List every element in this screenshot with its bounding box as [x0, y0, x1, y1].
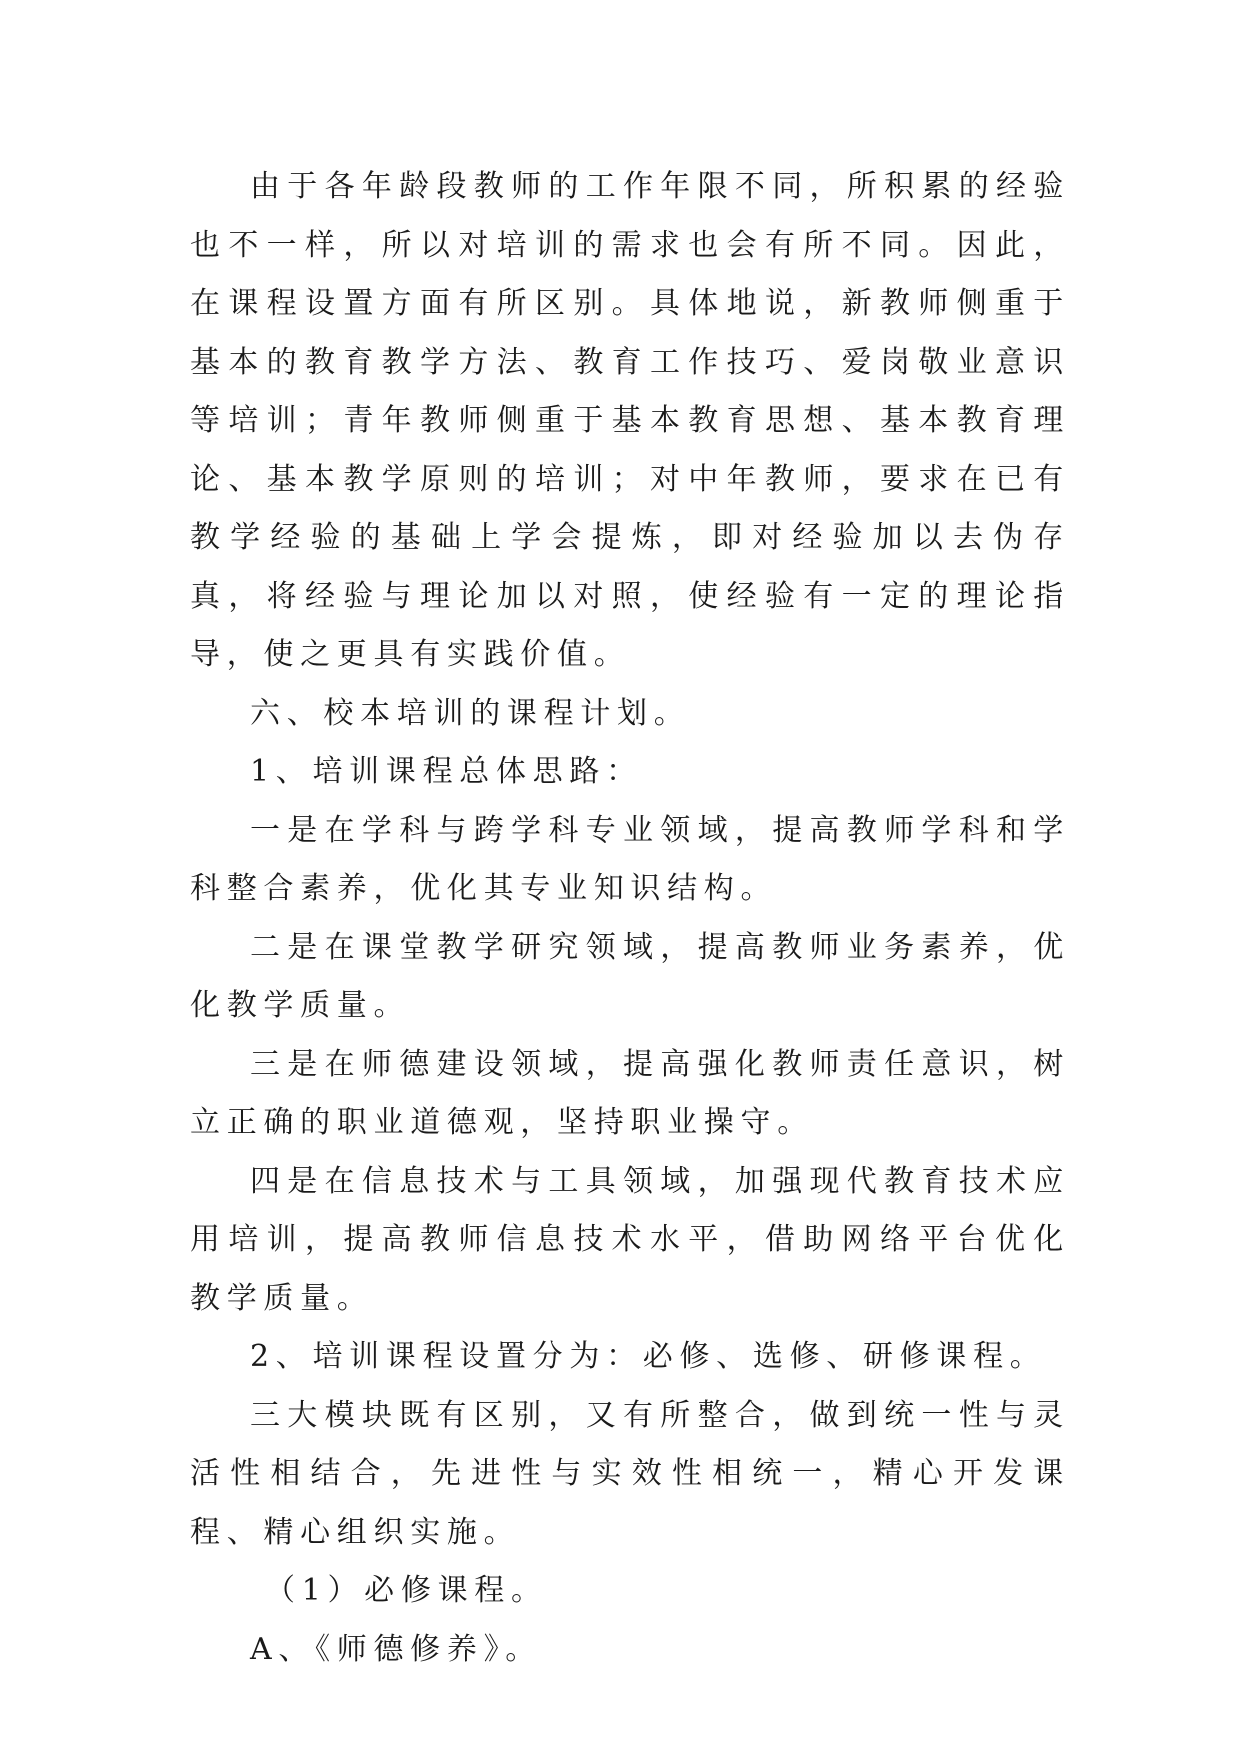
paragraph-point-four: 四是在信息技术与工具领域，加强现代教育技术应用培训，提高教师信息技术水平，借助网络平台优化教学质量。	[190, 1163, 1070, 1316]
item-ethics-course: A、《师德修养》。	[250, 1631, 542, 1667]
paragraph-age-differences: 由于各年龄段教师的工作年限不同，所积累的经验也不一样，所以对培训的需求也会有所不同。因此，在课程设置方面有所区别。具体地说，新教师侧重于基本的教育教学方法、教育工作技巧、爱岗敬业意识等培训；青年教师侧重于基本教育思想、基本教育理论、基本教学原则的培训；对中年教师，要求在已有教学经验的基础上学会提炼，即对经验加以去伪存真，将经验与理论加以对照，使经验有一定的理论指导，使之更具有实践价值。	[190, 169, 1070, 672]
subheading-course-types: 2、培训课程设置分为：必修、选修、研修课程。	[250, 1339, 1047, 1374]
paragraph-three-modules: 三大模块既有区别，又有所整合，做到统一性与灵活性相结合，先进性与实效性相统一，精心开发课程、精心组织实施。	[190, 1397, 1070, 1550]
subheading-overall-approach: 1、培训课程总体思路：	[250, 754, 643, 789]
document-body	[190, 158, 1070, 1679]
paragraph-point-one: 一是在学科与跨学科专业领域，提高教师学科和学科整合素养，优化其专业知识结构。	[190, 812, 1070, 906]
paragraph-point-three: 三是在师德建设领域，提高强化教师责任意识，树立正确的职业道德观，坚持职业操守。	[190, 1046, 1070, 1140]
section-heading-course-plan: 六、校本培训的课程计划。	[250, 695, 691, 731]
paragraph-point-two: 二是在课堂教学研究领域，提高教师业务素养，优化教学质量。	[190, 929, 1070, 1023]
item-required-courses: （1）必修课程。	[265, 1573, 548, 1608]
